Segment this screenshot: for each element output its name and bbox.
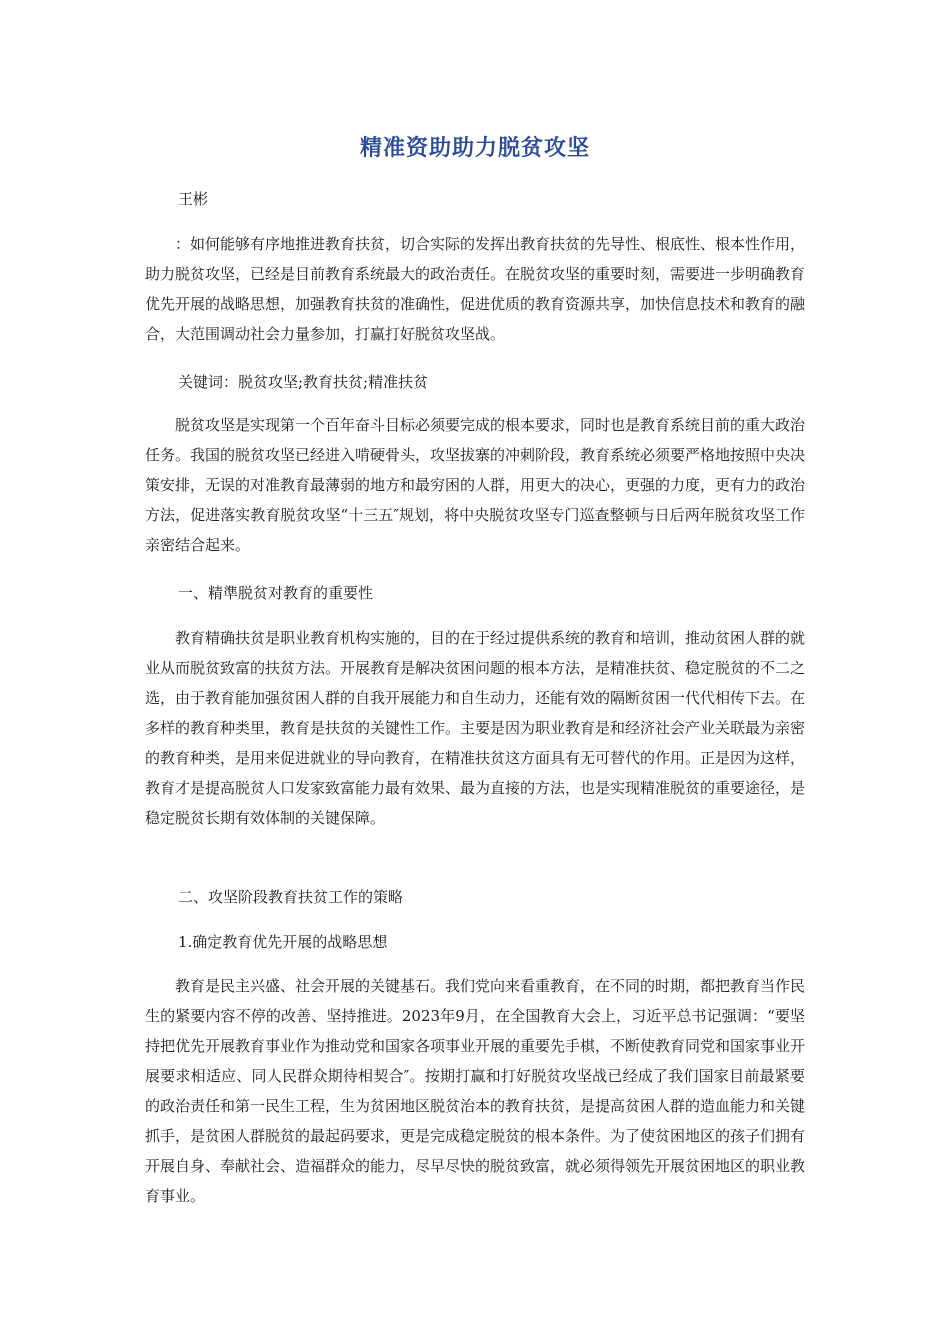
subsection-1-paragraph: 教育是民主兴盛、社会开展的关键基石。我们党向来看重教育，在不同的时期，都把教育当作民生的紧要内容不停的改善、坚持推进。2023年9月，在全国教育大会上，习近平总书记强调：“要坚持把优先开展教育事业作为推动党和国家各项事业开展的重要先手棋，不断使教育同党和国家事业开展要求相适应、同人民群众期待相契合″。按期打赢和打好脱贫攻坚战已经成了我们国家目前最紧要的政治责任和第一民生工程，生为贫困地区脱贫治本的教育扶贫，是提高贫困人群的造血能力和关键抓手，是贫困人群脱贫的最起码要求，更是完成稳定脱贫的根本条件。为了使贫困地区的孩子们拥有开展自身、奉献社会、造福群众的能力，尽早尽快的脱贫致富，就必须得领先开展贫困地区的职业教育事业。 (145, 977, 806, 1205)
keywords-line: 关键词：脱贫攻坚;教育扶贫;精准扶贫 (178, 373, 429, 391)
intro-paragraph: 脱贫攻坚是实现第一个百年奋斗目标必须要完成的根本要求，同时也是教育系统目前的重大政治任务。我国的脱贫攻坚已经进入啃硬骨头，攻坚拔寨的冲刺阶段，教育系统必须要严格地按照中央决策安排，无误的对准教育最薄弱的地方和最穷困的人群，用更大的决心，更强的力度，更有力的政治方法，促进落实教育脱贫攻坚“十三五″规划，将中央脱贫攻坚专门巡查整顿与日后两年脱贫攻坚工作亲密结合起来。 (145, 416, 806, 554)
section-2-heading: 二、攻坚阶段教育扶贫工作的策略 (178, 888, 404, 906)
section-1-paragraph: 教育精确扶贫是职业教育机构实施的，目的在于经过提供系统的教育和培训，推动贫困人群的就业从而脱贫致富的扶贫方法。开展教育是解决贫困问题的根本方法，是精准扶贫、稳定脱贫的不二之选，由于教育能加强贫困人群的自我开展能力和自生动力，还能有效的隔断贫困一代代相传下去。在多样的教育种类里，教育是扶贫的关键性工作。主要是因为职业教育是和经济社会产业关联最为亲密的教育种类，是用来促进就业的导向教育，在精准扶贫这方面具有无可替代的作用。正是因为这样，教育才是提高脱贫人口发家致富能力最有效果、最为直接的方法，也是实现精准脱贫的重要途径，是稳定脱贫长期有效体制的关键保障。 (145, 629, 806, 827)
author-name: 王彬 (178, 190, 209, 208)
subsection-1-heading: 1.确定教育优先开展的战略思想 (178, 933, 388, 951)
section-1-heading: 一、精準脱贫对教育的重要性 (178, 584, 374, 602)
document-title: 精准资助助力脱贫攻坚 (359, 136, 590, 161)
abstract-paragraph: ：如何能够有序地推进教育扶贫，切合实际的发挥出教育扶贫的先导性、根底性、根本性作用，助力脱贫攻坚，已经是目前教育系统最大的政治责任。在脱贫攻坚的重要时刻，需要进一步明确教育优先开展的战略思想，加强教育扶贫的准确性，促进优质的教育资源共享，加快信息技术和教育的融合，大范围调动社会力量参加，打赢打好脱贫攻坚战。 (145, 235, 806, 343)
